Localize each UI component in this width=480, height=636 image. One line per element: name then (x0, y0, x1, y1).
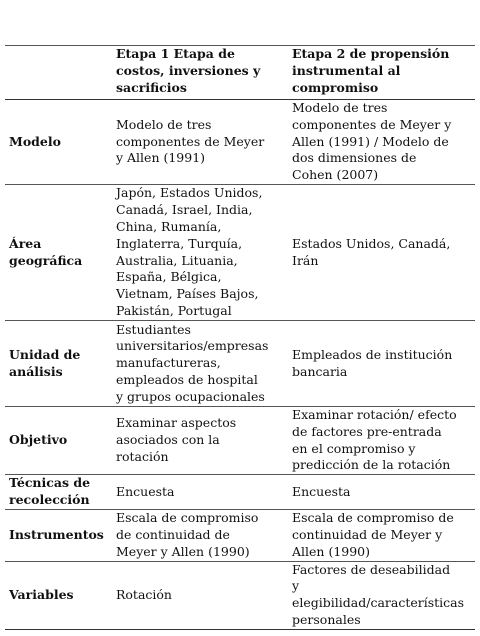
header-row (5, 46, 475, 100)
row-label: Instrumentos (9, 526, 104, 542)
stage2-cell: Escala de compromiso de continuidad de Meyer y Allen (1990) (292, 510, 454, 559)
row-label: Modelo (9, 133, 61, 149)
table-row (5, 321, 475, 407)
row-label: Unidad de análisis (9, 346, 81, 379)
table-row (5, 561, 475, 629)
stage1-cell: Estudiantes universitarios/empresas manufactureras, empleados de hospital y grupos ocupacionales (116, 321, 269, 404)
stage1-cell: Examinar aspectos asociados con la rotación (116, 415, 237, 464)
stage2-cell: Modelo de tres componentes de Meyer y Allen (1991) / Modelo de dos dimensiones de Cohen (2007) (292, 100, 452, 183)
row-label: Técnicas de recolección (9, 475, 91, 508)
stage1-cell: Rotación (116, 586, 172, 602)
stage2-cell: Factores de deseabilidad y elegibilidad/características personales (292, 561, 465, 627)
row-label: Área geográfica (9, 235, 83, 268)
table-row (5, 185, 475, 321)
header-empty (5, 46, 112, 100)
stage1-cell: Encuesta (116, 483, 175, 499)
row-label: Variables (9, 586, 74, 602)
header-stage-1: Etapa 1 Etapa de costos, inversiones y sacrificios (116, 46, 261, 95)
table-row (5, 510, 475, 561)
stage1-cell: Modelo de tres componentes de Meyer y Allen (1991) (116, 116, 265, 166)
stage1-cell: Escala de compromiso de continuidad de Meyer y Allen (1990) (116, 510, 259, 559)
stage2-cell: Estados Unidos, Canadá, Irán (292, 235, 451, 268)
row-label: Objetivo (9, 432, 68, 448)
table-row (5, 100, 475, 185)
stage2-cell: Empleados de institución bancaria (292, 346, 453, 379)
comparison-table (5, 45, 475, 630)
stage2-cell: Examinar rotación/ efecto de factores pre-entrada en el compromiso y predicción de la rotación (292, 407, 457, 473)
stage1-cell: Japón, Estados Unidos, Canadá, Israel, India, China, Rumanía, Inglaterra, Turquía, Australia, Lituania, España, Bélgica, Vietnam, Países Bajos, Pakistán, Portugal (116, 185, 263, 318)
stage2-cell: Encuesta (292, 483, 351, 499)
table-row (5, 475, 475, 510)
table-row (5, 407, 475, 475)
header-stage-2: Etapa 2 de propensión instrumental al compromiso (292, 46, 450, 95)
